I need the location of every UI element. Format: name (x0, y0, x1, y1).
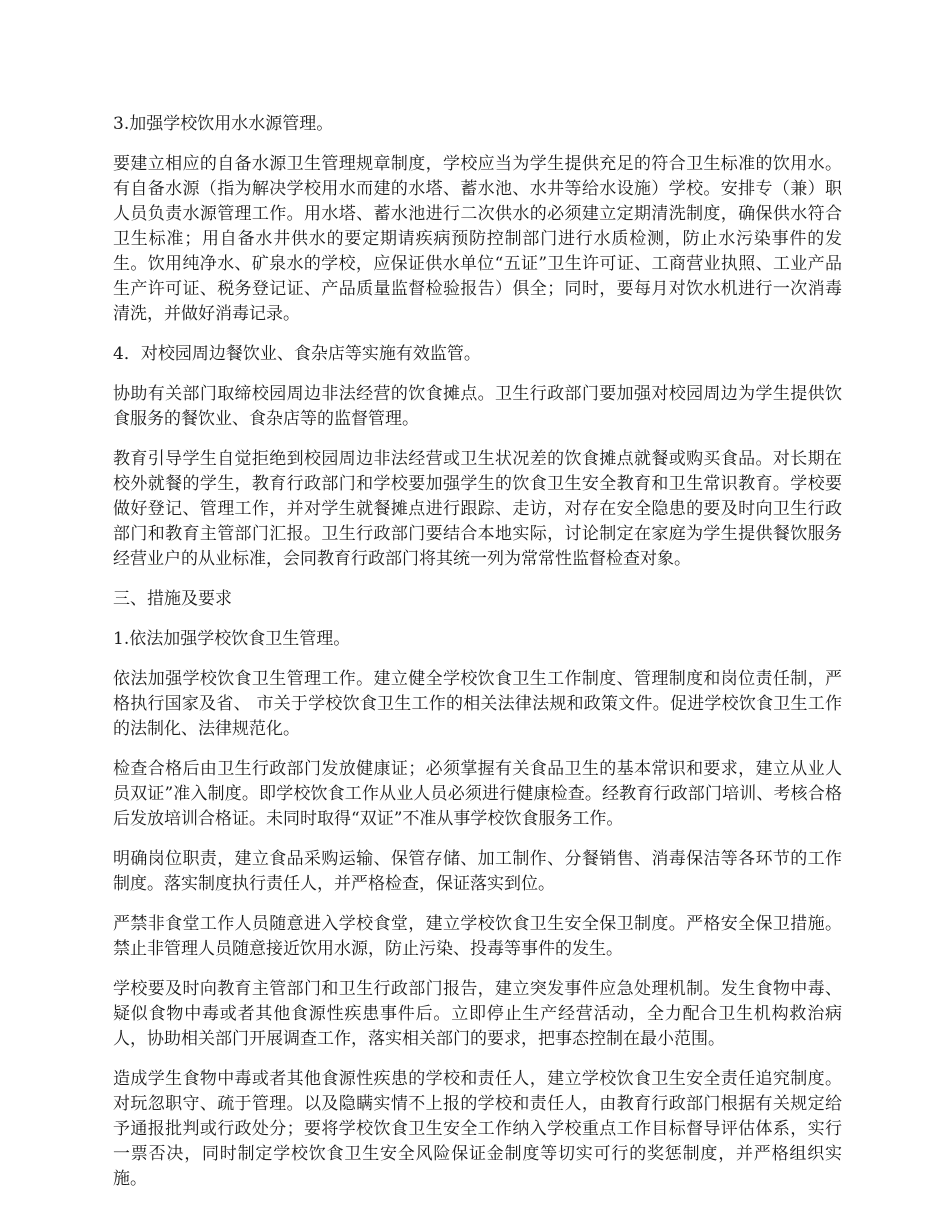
paragraph-job-responsibilities: 明确岗位职责，建立食品采购运输、保管存储、加工制作、分餐销售、消毒保洁等各环节的工作制度。落实制度执行责任人，并严格检查，保证落实到位。 (113, 849, 842, 894)
paragraph-emergency-response: 学校要及时向教育主管部门和卫生行政部门报告，建立突发事件应急处理机制。发生食物中毒、疑似食物中毒或者其他食源性疾患事件后。立即停止生产经营活动，全力配合卫生机构救治病人，协助相关部门开展调查工作，落实相关部门的要求，把事态控制在最小范围。 (113, 979, 842, 1049)
section-heading-measures: 三、措施及要求 (113, 589, 232, 609)
paragraph-canteen-security: 严禁非食堂工作人员随意进入学校食堂，建立学校饮食卫生安全保卫制度。严格安全保卫措施。禁止非管理人员随意接近饮用水源，防止污染、投毒等事件的发生。 (113, 914, 842, 959)
paragraph-student-guidance: 教育引导学生自觉拒绝到校园周边非法经营或卫生状况差的饮食摊点就餐或购买食品。对长期在校外就餐的学生，教育行政部门和学校要加强学生的饮食卫生安全教育和卫生常识教育。学校要做好登记、管理工作，并对学生就餐摊点进行跟踪、走访，对存在安全隐患的要及时向卫生行政部门和教育主管部门汇报。卫生行政部门要结合本地实际，讨论制定在家庭为学生提供餐饮服务经营业户的从业标准，会同教育行政部门将其统一列为常常性监督检查对象。 (113, 449, 842, 569)
paragraph-health-certificate: 检查合格后由卫生行政部门发放健康证；必须掌握有关食品卫生的基本常识和要求，建立从业人员双证”准入制度。即学校饮食工作从业人员必须进行健康检查。经教育行政部门培训、考核合格后发放培训合格证。未同时取得“双证”不准从事学校饮食服务工作。 (113, 759, 842, 829)
paragraph-water-source-management: 要建立相应的自备水源卫生管理规章制度，学校应当为学生提供充足的符合卫生标准的饮用水。有自备水源（指为解决学校用水而建的水塔、蓄水池、水井等给水设施）学校。安排专（兼）职人员负责水源管理工作。用水塔、蓄水池进行二次供水的必须建立定期清洗制度，确保供水符合卫生标准；用自备水井供水的要定期请疾病预防控制部门进行水质检测，防止水污染事件的发生。饮用纯净水、矿泉水的学校，应保证供水单位“五证”卫生许可证、工商营业执照、工业产品生产许可证、税务登记证、产品质量监督检验报告）俱全；同时，要每月对饮水机进行一次消毒清洗，并做好消毒记录。 (113, 154, 842, 324)
subsection-heading-water-source: 3.加强学校饮用水水源管理。 (113, 114, 334, 134)
paragraph-accountability: 造成学生食物中毒或者其他食源性疾患的学校和责任人，建立学校饮食卫生安全责任追究制度。对玩忽职守、疏于管理。以及隐瞒实情不上报的学校和责任人，由教育行政部门根据有关规定给予通报批判或行政处分；要将学校饮食卫生安全工作纳入学校重点工作目标督导评估体系，实行一票否决，同时制定学校饮食卫生安全风险保证金制度等切实可行的奖惩制度，并严格组织实施。 (113, 1069, 842, 1189)
subsection-heading-legal-management: 1.依法加强学校饮食卫生管理。 (113, 629, 351, 649)
paragraph-legal-management: 依法加强学校饮食卫生管理工作。建立健全学校饮食卫生工作制度、管理制度和岗位责任制，严格执行国家及省、 市关于学校饮食卫生工作的相关法律法规和政策文件。促进学校饮食卫生工作的法制化、法律规范化。 (113, 669, 842, 739)
paragraph-ban-illegal-stalls: 协助有关部门取缔校园周边非法经营的饮食摊点。卫生行政部门要加强对校园周边为学生提供饮食服务的餐饮业、食杂店等的监督管理。 (113, 384, 842, 429)
subsection-heading-campus-vendors: 4．对校园周边餐饮业、食杂店等实施有效监管。 (113, 344, 481, 364)
